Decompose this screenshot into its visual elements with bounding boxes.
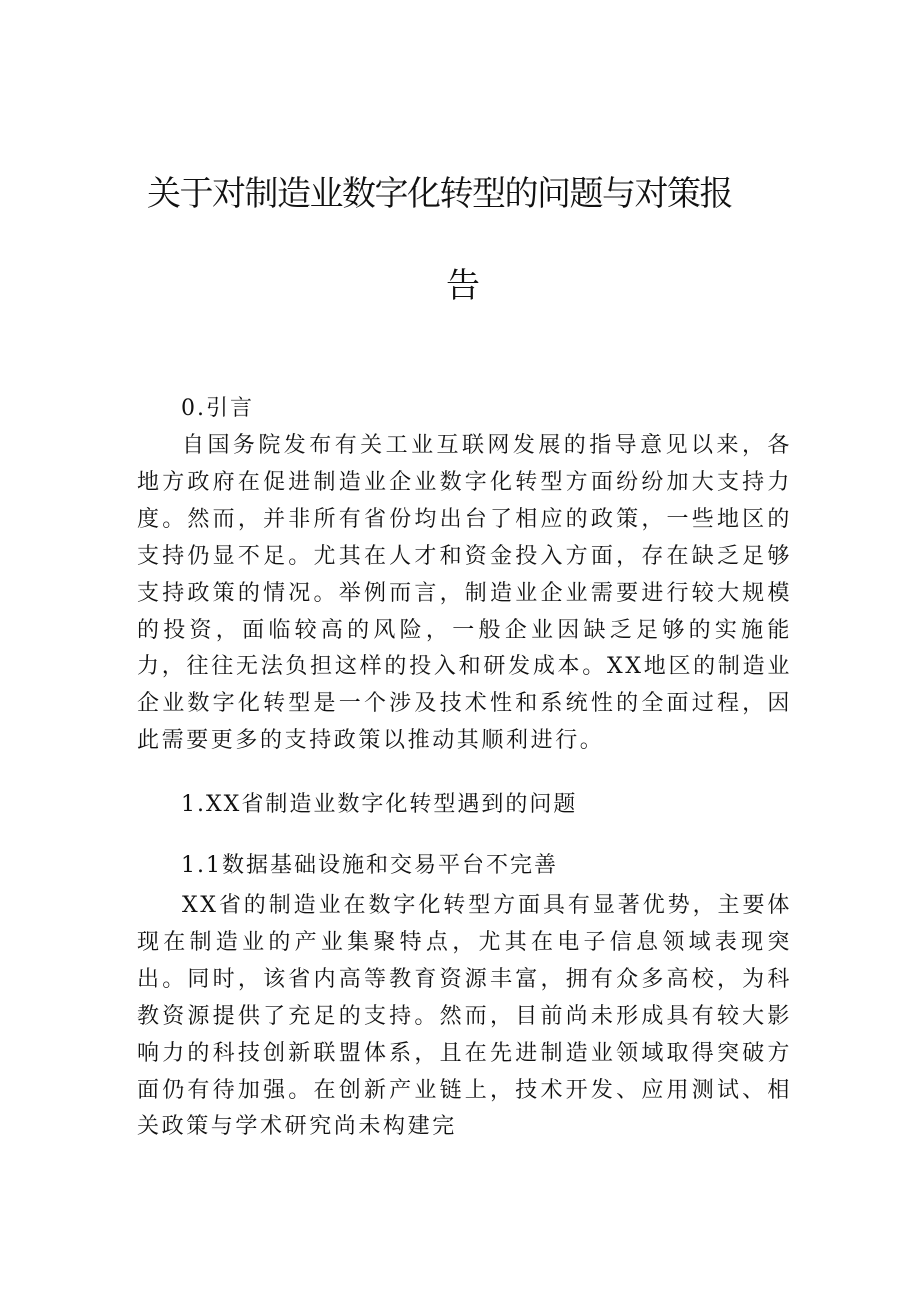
section-heading-1: 1.XX省制造业数字化转型遇到的问题 (181, 792, 578, 817)
paragraph-intro: 自国务院发布有关工业互联网发展的指导意见以来，各地方政府在促进制造业企业数字化转型方面纷纷加大支持力度。然而，并非所有省份均出台了相应的政策，一些地区的支持仍显不足。尤其在人才和资金投入方面，存在缺乏足够支持政策的情况。举例而言，制造业企业需要进行较大规模的投资，面临较高的风险，一般企业因缺乏足够的实施能力，往往无法负担这样的投入和研发成本。XX地区的制造业企业数字化转型是一个涉及技术性和系统性的全面过程，因此需要更多的支持政策以推动其顺利进行。 (137, 433, 792, 754)
paragraph-1-1: XX省的制造业在数字化转型方面具有显著优势，主要体现在制造业的产业集聚特点，尤其在电子信息领域表现突出。同时，该省内高等教育资源丰富，拥有众多高校，为科教资源提供了充足的支持。然而，目前尚未形成具有较大影响力的科技创新联盟体系，且在先进制造业领域取得突破方面仍有待加强。在创新产业链上，技术开发、应用测试、相关政策与学术研究尚未构建完 (137, 893, 792, 1140)
document-title-line-1: 关于对制造业数字化转型的问题与对策报 (147, 174, 732, 214)
section-heading-intro: 0.引言 (181, 396, 254, 421)
section-heading-1-1: 1.1数据基础设施和交易平台不完善 (181, 853, 558, 878)
document-title-line-2: 告 (446, 266, 479, 306)
